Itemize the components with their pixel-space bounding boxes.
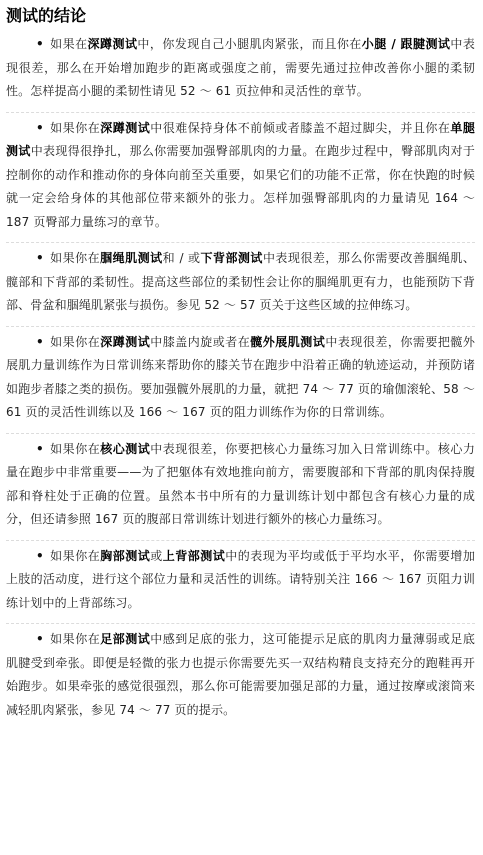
key-term: 胸部测试 [100, 548, 151, 563]
divider [6, 623, 475, 624]
text-run: 如果你在 [49, 251, 101, 265]
paragraph-text [6, 335, 475, 420]
bullet-icon: • [36, 120, 44, 135]
paragraph-text [6, 549, 475, 610]
text-run: 中表现很差，你需要把髋外展肌力量训练作为日常训练来帮助你的膝关节在跑步中沿着正确的轨迹运动，并预防诸如跑步者膝之类的损伤。要加强髋外展肌的力量，就把 74 ～ 77 页的瑜伽滚轮、58 ～ 61 页的灵活性训练以及 166 ～ 167 页的阻力训练作为你的日常训练。 [6, 334, 476, 419]
bullet-icon: • [36, 334, 44, 349]
text-run: 中，你发现自己小腿肌肉紧张，而且你在 [137, 37, 362, 51]
text-run: 如果你在 [49, 548, 101, 563]
key-term: 足部测试 [100, 632, 151, 646]
list-item [6, 33, 475, 110]
paragraph-text [6, 632, 475, 717]
key-term: 深蹲测试 [100, 334, 151, 349]
text-run: 如果在 [49, 37, 88, 51]
bullet-icon: • [36, 441, 44, 456]
key-term: 上背部测试 [162, 548, 226, 563]
paragraph-text [6, 442, 475, 527]
divider [6, 326, 475, 327]
key-term: 髋外展肌测试 [250, 334, 326, 349]
list-item [6, 247, 475, 324]
text-run: 中表现得很挣扎，那么你需要加强臀部肌肉的力量。在跑步过程中，臀部肌肉对于控制你的动作和推动你的身体向前至关重要，如果它们的功能不正常，你在快跑的时候就一定会给身体的其他部位带来额外的张力。怎样加强臀部肌肉的力量请见 164 ～ 187 页臀部力量练习的章节。 [6, 144, 475, 229]
text-run: 如果你在 [49, 120, 101, 135]
paragraph-text [6, 251, 475, 312]
bullet-icon: • [36, 37, 44, 51]
paragraph-text [6, 37, 475, 98]
page-title: 测试的结论 [6, 6, 87, 25]
text-run: 和 / 或 [162, 251, 201, 265]
text-run: 中表现很差，那么在开始增加跑步的距离或强度之前，需要先通过拉伸改善你小腿的柔韧性。怎样提高小腿的柔韧性请见 52 ～ 61 页拉伸和灵活性的章节。 [6, 37, 475, 98]
list-item [6, 331, 475, 431]
bullet-icon: • [36, 251, 44, 265]
list-item [6, 438, 475, 538]
text-run: 中膝盖内旋或者在 [150, 334, 251, 349]
list-item [6, 628, 475, 728]
divider [6, 112, 475, 113]
key-term: 下背部测试 [200, 251, 263, 265]
text-run: 中表现很差，那么你需要改善腘绳肌、髋部和下背部的柔韧性。提高这些部位的柔韧性会让你的腘绳肌更有力，也能预防下背部、骨盆和腘绳肌紧张与损伤。参见 52 ～ 57 页关于这些区域的拉伸练习。 [6, 251, 475, 312]
bullet-icon: • [36, 548, 44, 563]
text-run: 如果你在 [49, 334, 101, 349]
paragraph-text [6, 121, 475, 229]
text-run: 中表现很差，你要把核心力量练习加入日常训练中。核心力量在跑步中非常重要——为了把躯体有效地推向前方，需要腹部和下背部的肌肉保持腹部和脊柱处于正确的位置。虽然本书中所有的力量训练计划中都包含有核心力量的成分，但还请参照 167 页的腹部日常训练计划进行额外的核心力量练习。 [6, 441, 475, 526]
divider [6, 433, 475, 434]
key-term: 深蹲测试 [100, 120, 151, 135]
key-term: 腘绳肌测试 [100, 251, 163, 265]
key-term: 核心测试 [100, 441, 151, 456]
divider [6, 540, 475, 541]
key-term: 深蹲测试 [87, 37, 138, 51]
text-run: 中感到足底的张力，这可能提示足底的肌肉力量薄弱或足底肌腱受到牵张。即便是轻微的张力也提示你需要先买一双结构精良支持充分的跑鞋再开始跑步。如果牵张的感觉很强烈，那么你可能需要加强足部的力量，通过按摩或滚筒来减轻肌肉紧张，参见 74 ～ 77 页的提示。 [6, 632, 475, 717]
text-run: 中的表现为平均或低于平均水平，你需要增加上肢的活动度，进行这个部位力量和灵活性的训练。请特别关注 166 ～ 167 页阻力训练计划中的上背部练习。 [6, 548, 475, 610]
text-run: 如果你在 [49, 441, 101, 456]
text-run: 如果你在 [49, 632, 101, 646]
bullet-icon: • [36, 632, 44, 646]
text-run: 中很难保持身体不前倾或者膝盖不超过脚尖，并且你在 [150, 120, 451, 135]
text-run: 或 [150, 548, 163, 563]
list-item [6, 545, 475, 622]
list-item [6, 117, 475, 241]
divider [6, 242, 475, 243]
key-term: 小腿 / 跟腱测试 [361, 37, 451, 51]
conclusion-list [6, 33, 475, 728]
key-term: 单腿测试 [6, 120, 475, 158]
